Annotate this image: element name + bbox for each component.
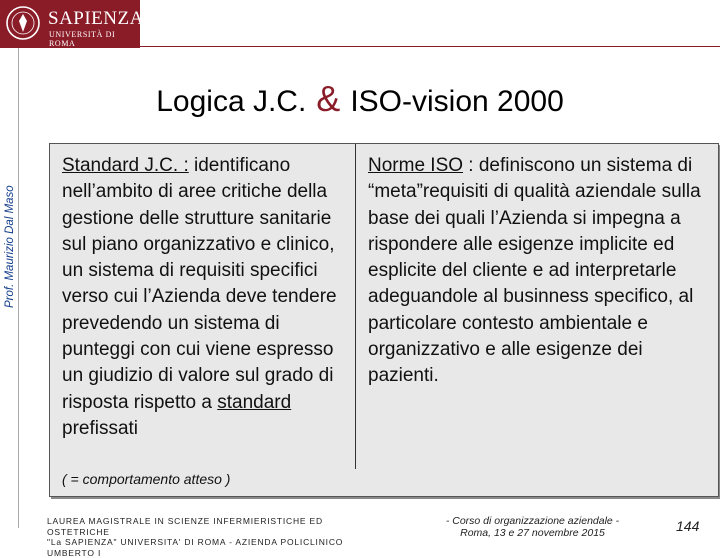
footer-center xyxy=(410,516,655,539)
left-column xyxy=(62,153,357,442)
university-logo xyxy=(0,0,144,48)
slide-title xyxy=(0,78,720,120)
footer-left xyxy=(47,516,367,558)
left-text-end: prefissati xyxy=(62,417,139,439)
left-standard-word: standard xyxy=(217,391,292,413)
footer-line-2: "La SAPIENZA" UNIVERSITA' DI ROMA - AZIENDA POLICLINICO UMBERTO I xyxy=(47,537,344,558)
author-credit: Prof. Maurizio Dal Maso xyxy=(4,185,16,308)
left-text: identificano nell’ambito di aree critiche della gestione delle strutture sanitarie sul piano organizzativo e clinico, un sistema di requisiti specifici verso cui l’Azienda deve tendere prevedendo un sistema di punteggi con cui viene espresso un giudizio di valore sul grado di risposta rispetto a xyxy=(62,155,337,413)
page-number: 144 xyxy=(676,518,700,534)
left-term: Standard J.C. : xyxy=(62,155,189,176)
right-term: Norme ISO xyxy=(368,155,464,176)
right-text: : definiscono un sistema di “meta”requisiti di qualità aziendale sulla base dei quali l’Azienda si impegna a rispondere alle esigenze implicite ed esplicite del cliente e ad interpretarle adeguandole al businness specifico, al particolare contesto ambientale e organizzativo e alle esigenze dei pazienti. xyxy=(368,155,701,387)
footnote: ( = comportamento atteso ) xyxy=(62,471,231,487)
footer-line-1: LAUREA MAGISTRALE IN SCIENZE INFERMIERISTICHE ED OSTETRICHE xyxy=(47,516,323,537)
title-right: ISO-vision 2000 xyxy=(350,85,564,118)
right-column xyxy=(368,153,713,390)
course-title: - Corso di organizzazione aziendale - xyxy=(445,515,620,527)
course-date: Roma, 13 e 27 novembre 2015 xyxy=(460,526,605,539)
content-panel xyxy=(49,143,719,497)
title-ampersand: & xyxy=(316,78,341,119)
logo-name: SAPIENZA xyxy=(48,8,144,29)
title-left: Logica J.C. xyxy=(156,85,307,118)
header-rule xyxy=(140,46,720,47)
logo-subtitle: UNIVERSITÀ DI ROMA xyxy=(49,30,116,48)
